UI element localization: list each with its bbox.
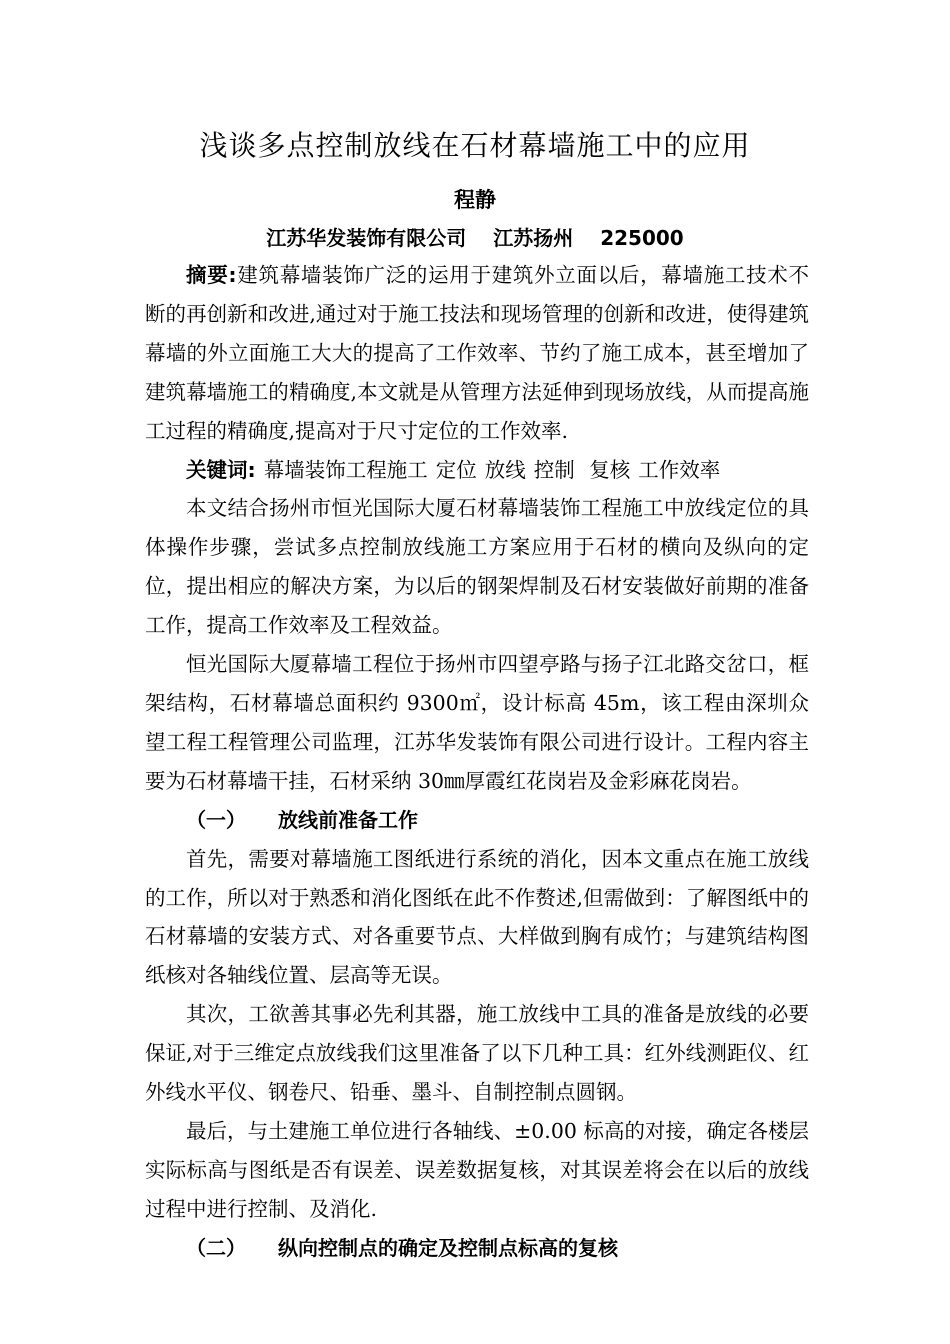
body-paragraph: 最后，与土建施工单位进行各轴线、±0.00 标高的对接，确定各楼层实际标高与图纸是否有误差、误差数据复核，对其误差将会在以后的放线过程中进行控制、及消化. bbox=[145, 1118, 809, 1221]
abstract-paragraph bbox=[145, 256, 809, 451]
abstract-label: 摘要: bbox=[186, 263, 237, 287]
section-number: （二） bbox=[186, 1235, 246, 1260]
keyword-item: 幕墙装饰工程施工 bbox=[263, 457, 428, 482]
section-title: 放线前准备工作 bbox=[278, 807, 418, 832]
keywords-paragraph bbox=[145, 451, 809, 490]
body-paragraph: 恒光国际大厦幕墙工程位于扬州市四望亭路与扬子江北路交岔口，框架结构，石材幕墙总面积约 9300㎡，设计标高 45m，该工程由深圳众望工程工程管理公司监理，江苏华发装饰有限公司进行设计。工程内容主要为石材幕墙干挂，石材采纳 30㎜厚霞红花岗岩及金彩麻花岗岩。 bbox=[145, 652, 809, 793]
affiliation-postcode: 225000 bbox=[600, 226, 684, 250]
article-body bbox=[145, 256, 809, 1268]
section-number: （一） bbox=[186, 807, 246, 832]
page-title: 浅谈多点控制放线在石材幕墙施工中的应用 bbox=[199, 129, 751, 162]
keyword-item: 定位 bbox=[435, 457, 477, 482]
abstract-text: 建筑幕墙装饰广泛的运用于建筑外立面以后，幕墙施工技术不断的再创新和改进,通过对于施工技法和现场管理的创新和改进，使得建筑幕墙的外立面施工大大的提高了工作效率、节约了施工成本，甚至增加了建筑幕墙施工的精确度,本文就是从管理方法延伸到现场放线，从而提高施工过程的精确度,提高对于尺寸定位的工作效率. bbox=[145, 263, 810, 443]
keyword-item: 控制 bbox=[533, 457, 575, 482]
keyword-item: 工作效率 bbox=[638, 457, 721, 482]
keywords-label: 关键词: bbox=[186, 457, 256, 482]
section-heading bbox=[145, 1229, 809, 1268]
body-paragraph: 其次，工欲善其事必先利其器，施工放线中工具的准备是放线的必要保证,对于三维定点放线我们这里准备了以下几种工具：红外线测距仪、红外线水平仪、钢卷尺、铅垂、墨斗、自制控制点圆钢。 bbox=[145, 1002, 809, 1105]
section-title: 纵向控制点的确定及控制点标高的复核 bbox=[278, 1235, 618, 1260]
body-paragraph: 本文结合扬州市恒光国际大厦石材幕墙装饰工程施工中放线定位的具体操作步骤，尝试多点控制放线施工方案应用于石材的横向及纵向的定位，提出相应的解决方案，为以后的钢架焊制及石材安装做好前期的准备工作，提高工作效率及工程效益。 bbox=[145, 496, 809, 638]
affiliation-company: 江苏华发装饰有限公司 bbox=[266, 226, 467, 250]
keyword-item: 放线 bbox=[484, 457, 526, 482]
affiliation bbox=[0, 222, 950, 254]
affiliation-city: 江苏扬州 bbox=[493, 226, 574, 250]
body-paragraph: 首先，需要对幕墙施工图纸进行系统的消化，因本文重点在施工放线的工作，所以对于熟悉和消化图纸在此不作赘述,但需做到：了解图纸中的石材幕墙的安装方式、对各重要节点、大样做到胸有成竹；与建筑结构图纸核对各轴线位置、层高等无误。 bbox=[145, 846, 809, 988]
author-name: 程静 bbox=[454, 188, 496, 212]
keyword-item: 复核 bbox=[582, 457, 631, 482]
section-heading bbox=[145, 801, 809, 840]
